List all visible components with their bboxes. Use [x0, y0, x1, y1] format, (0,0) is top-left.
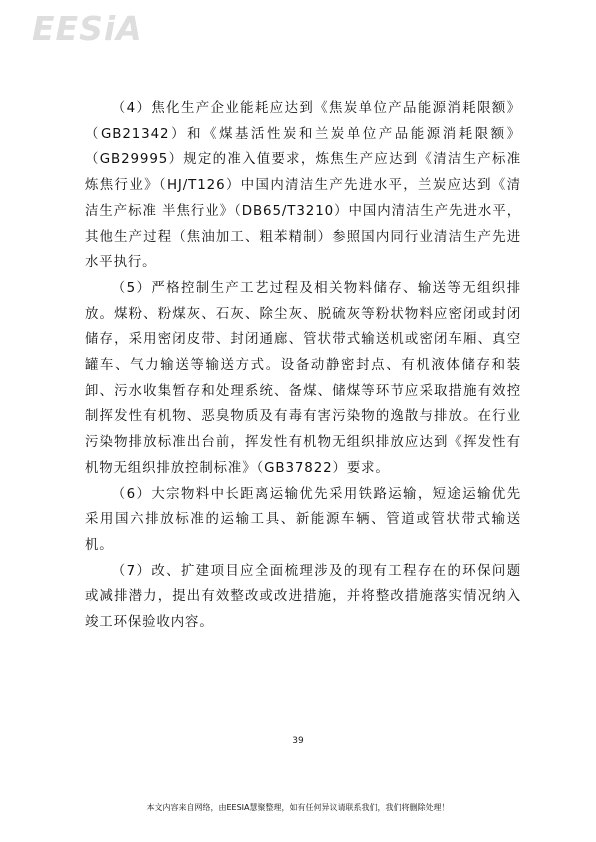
document-body: [85, 96, 521, 636]
paragraph-6: （6）大宗物料中长距离运输优先采用铁路运输，短途运输优先采用国六排放标准的运输工具、新能源车辆、管道或管状带式输送机。: [85, 486, 521, 553]
footer-disclaimer: 本文内容来自网络，由EESIA慧聚整理，如有任何异议请联系我们，我们将删除处理！: [146, 803, 450, 812]
paragraph-5: （5）严格控制生产工艺过程及相关物料储存、输送等无组织排放。煤粉、粉煤灰、石灰、除尘灰、脱硫灰等粉状物料应密闭或封闭储存，采用密闭皮带、封闭通廊、管状带式输送机或密闭车厢、真空罐车、气力输送等输送方式。设备动静密封点、有机液体储存和装卸、污水收集暂存和处理系统、备煤、储煤等环节应采取措施有效控制挥发性有机物、恶臭物质及有毒有害污染物的逸散与排放。在行业污染物排放标准出台前，挥发性有机物无组织排放应达到《挥发性有机物无组织排放控制标准》（GB37822）要求。: [85, 280, 521, 476]
eesia-logo: EESiA: [32, 9, 143, 48]
paragraph-4: （4）焦化生产企业能耗应达到《焦炭单位产品能源消耗限额》（GB21342）和《煤基活性炭和兰炭单位产品能源消耗限额》（GB29995）规定的准入值要求，炼焦生产应达到《清洁生产标准 炼焦行业》（HJ/T126）中国内清洁生产先进水平，兰炭应达到《清洁生产标准 半焦行业》（DB65/T3210）中国内清洁生产先进水平，其他生产过程（焦油加工、粗苯精制）参照国内同行业清洁生产先进水平执行。: [85, 101, 521, 271]
paragraph-7: （7）改、扩建项目应全面梳理涉及的现有工程存在的环保问题或减排潜力，提出有效整改或改进措施，并将整改措施落实情况纳入竣工环保验收内容。: [85, 563, 521, 631]
page-number: 39: [292, 736, 304, 746]
